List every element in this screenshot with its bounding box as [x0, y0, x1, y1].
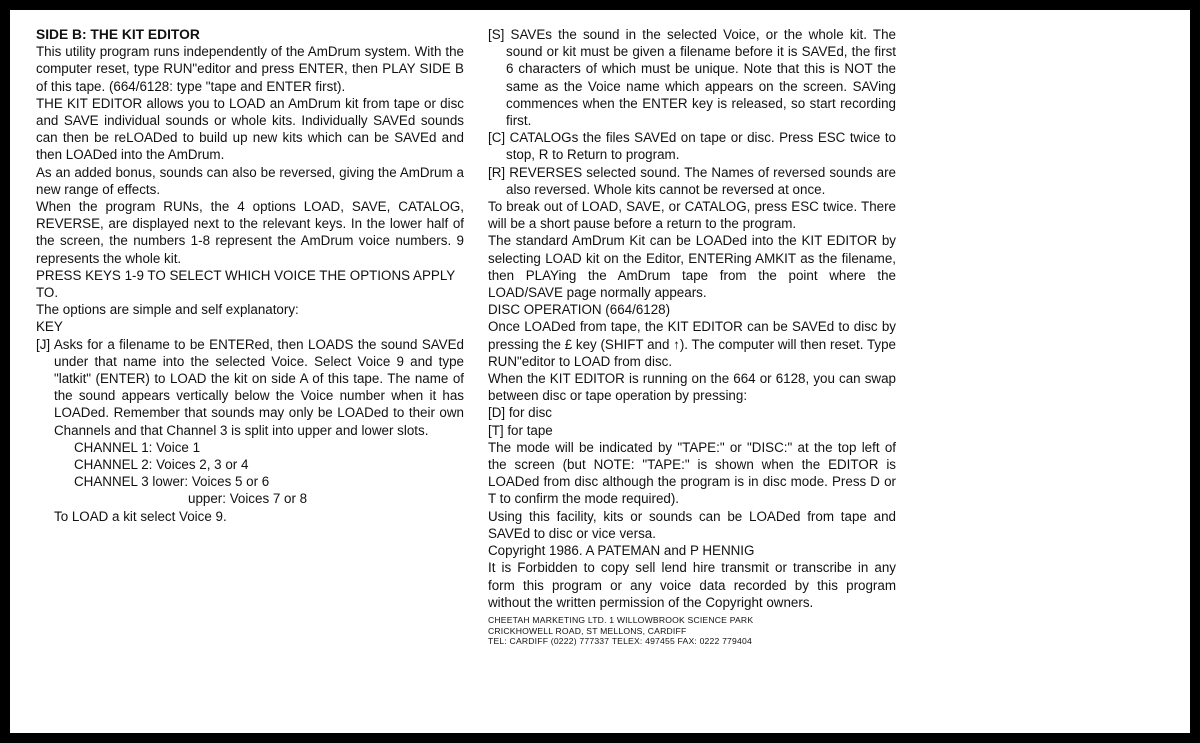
- copyright-line: Copyright 1986. A PATEMAN and P HENNIG: [488, 543, 755, 559]
- disc-save-paragraph: Once LOADed from tape, the KIT EDITOR can be SAVEd to disc by pressing the £ key (SHIFT and ↑). The computer will then reset. Type RUN"editor to LOAD from disc.: [488, 319, 896, 369]
- right-column: [488, 26, 896, 647]
- swap-paragraph: When the KIT EDITOR is running on the 664 or 6128, you can swap between disc or tape operation by pressing:: [488, 371, 896, 404]
- kit-editor-paragraph: THE KIT EDITOR allows you to LOAD an AmDrum kit from tape or disc and SAVE individual sounds or whole kits. Individually SAVEd sounds can then be reLOADed to build up new kits which can be SAVEd and then LOADed into the AmDrum.: [36, 95, 464, 163]
- channel-2-line: CHANNEL 2: Voices 2, 3 or 4: [74, 457, 249, 473]
- press-keys-paragraph: PRESS KEYS 1-9 TO SELECT WHICH VOICE THE OPTIONS APPLY TO.: [36, 267, 455, 301]
- channel-1-line: CHANNEL 1: Voice 1: [74, 439, 201, 455]
- disc-option-line: [D] for disc: [488, 405, 552, 421]
- left-column: [36, 26, 464, 525]
- channel-3-lower-line: CHANNEL 3 lower: Voices 5 or 6: [74, 474, 270, 490]
- footer-address-line: CRICKHOWELL ROAD, ST MELLONS, CARDIFF: [488, 625, 687, 636]
- key-s-description: [S] SAVEs the sound in the selected Voice, or the whole kit. The sound or kit must be given a filename before it is SAVEd, the first 6 characters of which must be unique. Note that this is NOT the same as the Voice name which appears on the screen. SAVing commences when the ENTER key is released, so start recording first.: [488, 27, 896, 129]
- section-title: SIDE B: THE KIT EDITOR: [36, 27, 200, 42]
- standard-kit-paragraph: The standard AmDrum Kit can be LOADed into the KIT EDITOR by selecting LOAD kit on the Editor, ENTERing AMKIT as the filename, then PLAYing the AmDrum tape from the point where the LOAD/SAVE page normally appears.: [488, 233, 896, 301]
- bonus-paragraph: As an added bonus, sounds can also be reversed, giving the AmDrum a new range of effects.: [36, 164, 464, 197]
- key-c-description: [C] CATALOGs the files SAVEd on tape or disc. Press ESC twice to stop, R to Return to program.: [488, 130, 896, 163]
- footer-contact-line: TEL: CARDIFF (0222) 777337 TELEX: 497455 FAX: 0222 779404: [488, 636, 752, 647]
- disc-operation-heading: DISC OPERATION (664/6128): [488, 302, 671, 318]
- key-j-description: [J] Asks for a filename to be ENTERed, then LOADS the sound SAVEd under that name into the selected Voice. Select Voice 9 and type "latkit" (ENTER) to LOAD the kit on side A of this tape. The name of the sound appears vertically below the Voice number when it has LOADed. Remember that sounds may only be LOADed to their own Channels and that Channel 3 is split into upper and lower slots.: [36, 336, 464, 438]
- break-out-paragraph: To break out of LOAD, SAVE, or CATALOG, press ESC twice. There will be a short pause before a return to the program.: [488, 199, 896, 232]
- channel-3-upper-line: upper: Voices 7 or 8: [188, 491, 308, 507]
- options-intro: The options are simple and self explanatory:: [36, 302, 299, 318]
- tape-option-line: [T] for tape: [488, 422, 553, 438]
- options-paragraph: When the program RUNs, the 4 options LOAD, SAVE, CATALOG, REVERSE, are displayed next to the relevant keys. In the lower half of the screen, the numbers 1-8 represent the AmDrum voice numbers. 9 represents the whole kit.: [36, 199, 464, 266]
- facility-paragraph: Using this facility, kits or sounds can be LOADed from tape and SAVEd to disc or vice versa.: [488, 508, 896, 541]
- mode-paragraph: The mode will be indicated by "TAPE:" or "DISC:" at the top left of the screen (but NOTE: "TAPE:" is shown when the EDITOR is LOADed from disc although the program is in disc mode. Press D or T to confirm the mode required).: [488, 439, 896, 507]
- intro-paragraph: This utility program runs independently of the AmDrum system. With the computer reset, type RUN"editor and press ENTER, then PLAY SIDE B of this tape. (664/6128: type "tape and ENTER first).: [36, 44, 464, 94]
- load-kit-line: To LOAD a kit select Voice 9.: [54, 508, 227, 524]
- forbidden-paragraph: It is Forbidden to copy sell lend hire transmit or transcribe in any form this program or any voice data recorded by this program without the written permission of the Copyright owners.: [488, 560, 896, 610]
- key-r-description: [R] REVERSES selected sound. The Names of reversed sounds are also reversed. Whole kits cannot be reversed at once.: [488, 164, 896, 197]
- instruction-sheet: [8, 8, 1192, 735]
- publisher-footer: [488, 615, 896, 647]
- key-label: KEY: [36, 319, 63, 335]
- footer-company-line: CHEETAH MARKETING LTD. 1 WILLOWBROOK SCIENCE PARK: [488, 614, 754, 625]
